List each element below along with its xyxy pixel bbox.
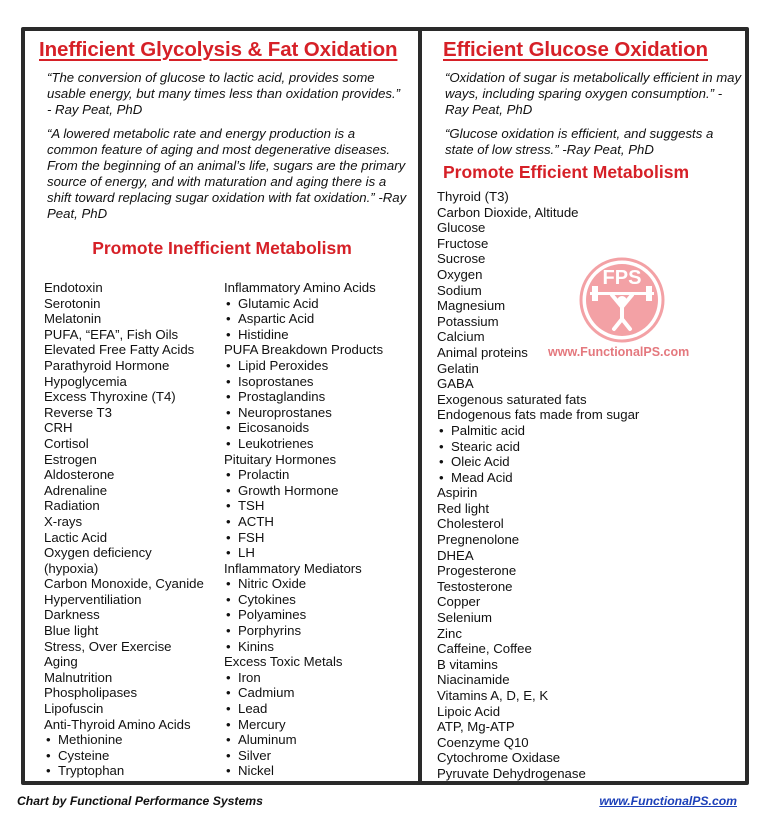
- logo-text: FPS: [602, 267, 642, 289]
- list-item: Estrogen: [44, 451, 97, 467]
- list-item: Cholesterol: [437, 516, 504, 532]
- list-item: Niacinamide: [437, 672, 510, 688]
- list-item: • LH: [224, 545, 409, 561]
- list-item: B vitamins: [437, 656, 498, 672]
- list-item: Darkness: [44, 607, 100, 623]
- list-item: • Kinins: [224, 639, 409, 655]
- list-item: Pregnenolone: [437, 532, 520, 548]
- list-item: • TSH: [224, 498, 409, 514]
- list-item: • Palmitic acid: [437, 423, 746, 439]
- list-item: Sodium: [437, 282, 482, 298]
- list-item: • Leukotrienes: [224, 436, 409, 452]
- list-item: Sucrose: [437, 251, 486, 267]
- inefficient-subhead: Promote Inefficient Metabolism: [92, 238, 352, 258]
- list-item: • Mead Acid: [437, 470, 746, 486]
- list-item: Progesterone: [437, 563, 517, 579]
- list-item: Excess Thyroxine (T4): [44, 389, 176, 405]
- list-item: Carbon Monoxide, Cyanide: [44, 576, 204, 592]
- list-item: • Isoprostanes: [224, 374, 409, 390]
- list-item: Elevated Free Fatty Acids: [44, 342, 195, 358]
- list-item: (hypoxia): [44, 560, 99, 576]
- list-item: Melatonin: [44, 311, 102, 327]
- efficient-subhead: Promote Efficient Metabolism: [443, 162, 690, 182]
- list-item: Zinc: [437, 625, 462, 641]
- watermark-url: www.FunctionalPS.com: [548, 345, 690, 359]
- fps-logo-watermark: [576, 257, 668, 343]
- list-item: • Porphyrins: [224, 623, 409, 639]
- list-item: • Glutamic Acid: [224, 296, 409, 312]
- list-item: • Prolactin: [224, 467, 409, 483]
- list-item: Testosterone: [437, 578, 513, 594]
- list-item: Pituitary Hormones: [224, 451, 337, 467]
- list-item: Cytochrome Oxidase: [437, 750, 561, 766]
- inefficient-quote-2: “A lowered metabolic rate and energy production is a common feature of aging and most degenerative diseases. From the beginning of an animal’s life, sugars are the primary source of energy, and with maturation and aging there is a shift toward replacing sugar oxidation with fat oxidation.” -Ray Peat, PhD: [47, 126, 407, 221]
- list-item: • Aspartic Acid: [224, 311, 409, 327]
- list-item: Magnesium: [437, 298, 506, 314]
- list-item: • Cysteine: [44, 748, 229, 764]
- list-item: PUFA Breakdown Products: [224, 342, 384, 358]
- list-item: Anti-Thyroid Amino Acids: [44, 716, 191, 732]
- list-item: Animal proteins: [437, 344, 528, 360]
- list-item: • Iron: [224, 670, 409, 686]
- list-item: • Eicosanoids: [224, 420, 409, 436]
- list-item: • Histidine: [224, 327, 409, 343]
- list-item: Oxygen deficiency: [44, 545, 152, 561]
- list-item: • Lead: [224, 701, 409, 717]
- list-item: • Nitric Oxide: [224, 576, 409, 592]
- inefficient-section: [30, 34, 414, 779]
- list-item: • Stearic acid: [437, 439, 746, 455]
- list-item: • Neuroprostanes: [224, 405, 409, 421]
- list-item: Serotonin: [44, 295, 101, 311]
- list-item: Calcium: [437, 329, 485, 345]
- list-item: • Mercury: [224, 717, 409, 733]
- inefficient-list-column-1: [44, 280, 229, 779]
- list-item: Red light: [437, 500, 490, 516]
- inefficient-quote-1: “The conversion of glucose to lactic acid, provides some usable energy, but many times less than oxidation provides.” - Ray Peat, PhD: [47, 70, 401, 117]
- list-item: • Silver: [224, 748, 409, 764]
- list-item: Pyruvate Dehydrogenase: [437, 765, 586, 781]
- list-item: Thyroid (T3): [437, 189, 509, 204]
- list-item: Parathyroid Hormone: [44, 357, 170, 373]
- list-item: Reverse T3: [44, 404, 112, 420]
- list-item: Selenium: [437, 610, 492, 626]
- list-item: • Cadmium: [224, 685, 409, 701]
- column-divider: [418, 27, 422, 785]
- list-item: Aspirin: [437, 485, 478, 501]
- list-item: Cortisol: [44, 435, 89, 451]
- list-item: • FSH: [224, 530, 409, 546]
- footer-link[interactable]: www.FunctionalPS.com: [599, 794, 737, 808]
- list-item: Potassium: [437, 313, 499, 329]
- list-item: Phospholipases: [44, 685, 138, 701]
- list-item: Lactic Acid: [44, 529, 108, 545]
- list-item: Blue light: [44, 623, 99, 639]
- list-item: PUFA, “EFA”, Fish Oils: [44, 326, 179, 342]
- list-item: • Methionine: [44, 732, 229, 748]
- list-item: • Cytokines: [224, 592, 409, 608]
- list-item: Lipofuscin: [44, 701, 104, 717]
- list-item: Endogenous fats made from sugar: [437, 407, 640, 423]
- list-item: Stress, Over Exercise: [44, 638, 172, 654]
- list-item: Inflammatory Amino Acids: [224, 280, 376, 295]
- list-item: Vitamins A, D, E, K: [437, 688, 549, 703]
- list-item: • Tryptophan: [44, 763, 229, 779]
- list-item: Gelatin: [437, 360, 479, 376]
- list-item: • ACTH: [224, 514, 409, 530]
- inefficient-title: Inefficient Glycolysis & Fat Oxidation: [39, 38, 398, 61]
- list-item: • Nickel: [224, 763, 409, 779]
- list-item: • Polyamines: [224, 607, 409, 623]
- list-item: X-rays: [44, 513, 83, 529]
- list-item: Adrenaline: [44, 482, 108, 498]
- list-item: GABA: [437, 376, 474, 392]
- list-item: Radiation: [44, 498, 100, 514]
- list-item: Hypoglycemia: [44, 373, 127, 389]
- list-item: Aging: [44, 654, 78, 670]
- list-item: Excess Toxic Metals: [224, 654, 343, 670]
- efficient-quote-2: “Glucose oxidation is efficient, and suggests a state of low stress.” -Ray Peat, PhD: [445, 126, 714, 157]
- list-item: • Lipid Peroxides: [224, 358, 409, 374]
- inefficient-list-column-2: [224, 280, 409, 779]
- list-item: CRH: [44, 420, 73, 436]
- list-item: • Growth Hormone: [224, 483, 409, 499]
- list-item: Endotoxin: [44, 280, 103, 295]
- list-item: Lipoic Acid: [437, 703, 501, 719]
- footer-credit: Chart by Functional Performance Systems: [17, 794, 263, 808]
- list-item: Fructose: [437, 235, 489, 251]
- list-item: DHEA: [437, 547, 474, 563]
- list-item: • Prostaglandins: [224, 389, 409, 405]
- list-item: Malnutrition: [44, 669, 113, 685]
- list-item: • Oleic Acid: [437, 454, 746, 470]
- efficient-title: Efficient Glucose Oxidation: [443, 38, 708, 61]
- efficient-quote-1: “Oxidation of sugar is metabolically efficient in may ways, including sparing oxygen consumption.” -Ray Peat, PhD: [445, 70, 742, 117]
- list-item: Aldosterone: [44, 467, 115, 483]
- list-item: • Aluminum: [224, 732, 409, 748]
- list-item: Inflammatory Mediators: [224, 560, 362, 576]
- list-item: Carbon Dioxide, Altitude: [437, 204, 579, 220]
- list-item: Oxygen: [437, 266, 483, 282]
- efficient-section: [430, 34, 746, 782]
- list-item: Caffeine, Coffee: [437, 641, 532, 657]
- list-item: Hyperventiliation: [44, 591, 142, 607]
- list-item: ATP, Mg-ATP: [437, 719, 515, 735]
- list-item: Glucose: [437, 220, 486, 236]
- list-item: Coenzyme Q10: [437, 734, 529, 750]
- list-item: Exogenous saturated fats: [437, 391, 587, 407]
- list-item: Copper: [437, 594, 481, 610]
